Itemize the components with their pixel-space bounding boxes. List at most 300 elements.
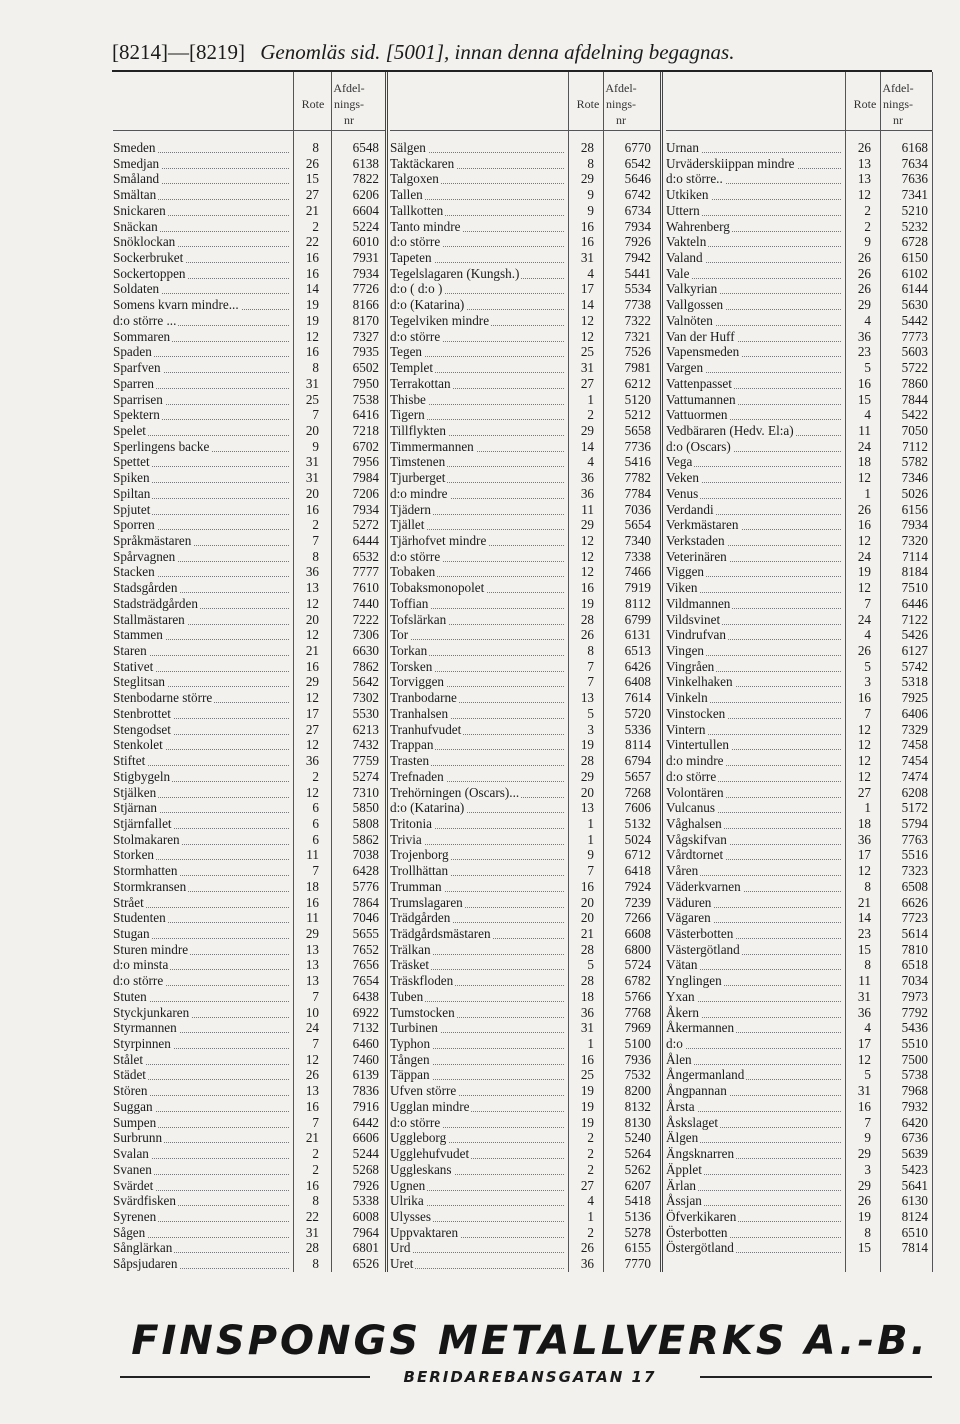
list-item	[113, 580, 383, 596]
entry-name: Torviggen	[390, 674, 445, 690]
entry-name: Vega	[666, 454, 693, 470]
entry-rote: 8	[587, 643, 594, 659]
list-item	[113, 1162, 383, 1178]
entry-rote: 19	[580, 595, 594, 611]
list-item	[666, 1193, 930, 1209]
entry-name: Spaden	[113, 344, 152, 360]
list-item	[390, 596, 658, 612]
list-item	[666, 250, 930, 266]
entry-name: Stuten	[113, 988, 147, 1004]
list-item	[390, 250, 658, 266]
entry-nr: 7432	[352, 737, 379, 753]
entry-rote: 5	[587, 957, 594, 973]
entry-name: Venus	[666, 485, 699, 501]
entry-nr: 5338	[352, 1193, 379, 1209]
entry-nr: 5264	[624, 1146, 651, 1162]
entry-rote: 12	[857, 737, 871, 753]
entry-rote: 9	[864, 1130, 871, 1146]
entry-rote: 1	[864, 485, 871, 501]
entry-name: Vägaren	[666, 910, 711, 926]
entry-name: Tjädern	[390, 501, 432, 517]
entry-rote: 31	[857, 988, 871, 1004]
entry-name: d:o större	[390, 548, 441, 564]
entry-name: Väduren	[666, 894, 712, 910]
entry-nr: 7792	[901, 1004, 928, 1020]
entry-nr: 6510	[901, 1224, 928, 1240]
entry-rote: 19	[580, 737, 594, 753]
entry-name: Stallmästaren	[113, 611, 185, 627]
entry-name: Uggleborg	[390, 1130, 447, 1146]
entry-nr: 6446	[901, 595, 928, 611]
entry-nr: 7934	[352, 501, 379, 517]
entry-name: Årsta	[666, 1098, 695, 1114]
entry-name: Tegelslagaren (Kungsh.)	[390, 265, 520, 281]
entry-nr: 7206	[352, 485, 379, 501]
entry-name: d:o större	[666, 768, 717, 784]
entry-name: Stormhatten	[113, 863, 178, 879]
list-item	[113, 957, 383, 973]
entry-rote: 26	[857, 281, 871, 297]
entry-nr: 6702	[352, 438, 379, 454]
entry-rote: 12	[857, 533, 871, 548]
entry-rote: 16	[305, 250, 319, 266]
entry-name: Tjället	[390, 517, 425, 533]
list-item	[666, 219, 930, 235]
entry-nr: 5272	[352, 517, 379, 533]
entry-name: Sockerbruket	[113, 250, 184, 266]
entry-name: Stormkransen	[113, 878, 187, 894]
entry-rote: 27	[857, 784, 871, 800]
entry-nr: 5278	[624, 1224, 651, 1240]
entry-nr: 5782	[901, 454, 928, 470]
entry-nr: 6010	[352, 234, 379, 250]
entry-name: d:o större	[390, 328, 441, 344]
list-item	[113, 1020, 383, 1036]
entry-name: Våren	[666, 863, 699, 879]
list-item	[666, 439, 930, 455]
entry-nr: 6008	[352, 1208, 379, 1224]
entry-nr: 5426	[901, 627, 928, 643]
entry-name: Vårdtornet	[666, 847, 724, 863]
entry-name: Trefnaden	[390, 768, 444, 784]
entry-nr: 7860	[901, 375, 928, 391]
entry-rote: 2	[312, 768, 319, 784]
entry-nr: 6502	[352, 360, 379, 376]
entry-rote: 12	[580, 533, 594, 548]
entry-rote: 7	[864, 595, 871, 611]
entry-rote: 13	[580, 690, 594, 706]
leader-dots	[670, 1052, 841, 1065]
entry-rote: 12	[580, 564, 594, 580]
entry-nr: 5720	[624, 705, 651, 721]
list-item	[390, 313, 658, 329]
list-item	[390, 1225, 658, 1241]
entry-nr: 7239	[624, 894, 651, 910]
entry-name: Vinkeln	[666, 690, 708, 706]
entry-rote: 26	[857, 265, 871, 281]
entry-rote: 19	[857, 564, 871, 580]
entry-name: Våghalsen	[666, 815, 722, 831]
entry-rote: 36	[305, 564, 319, 580]
entry-name: Tritonia	[390, 815, 433, 831]
list-item	[113, 376, 383, 392]
entry-rote: 26	[305, 1067, 319, 1083]
entry-nr: 6526	[352, 1256, 379, 1272]
entry-nr: 6127	[901, 643, 928, 659]
entry-nr: 5100	[624, 1036, 651, 1052]
entry-nr: 7114	[902, 548, 928, 564]
list-item	[390, 643, 658, 659]
entry-name: Vakteln	[666, 234, 707, 250]
entry-name: Styckjunkaren	[113, 1004, 190, 1020]
entry-nr: 8200	[624, 1083, 651, 1099]
entry-name: Tjurberget	[390, 470, 446, 486]
list-item	[666, 533, 930, 549]
entry-name: Öfverkikaren	[666, 1208, 737, 1224]
entry-nr: 5274	[352, 768, 379, 784]
entry-name: Torkan	[390, 643, 428, 659]
entry-nr: 7782	[624, 470, 651, 486]
entry-name: Surbrunn	[113, 1130, 163, 1146]
entry-nr: 6742	[624, 187, 651, 203]
entry-nr: 7984	[352, 470, 379, 486]
entry-rote: 29	[857, 1177, 871, 1193]
entry-rote: 12	[305, 328, 319, 344]
entry-nr: 7526	[624, 344, 651, 360]
entry-nr: 5240	[624, 1130, 651, 1146]
entry-name: Spektern	[113, 407, 160, 423]
entry-rote: 36	[305, 753, 319, 769]
entry-rote: 17	[857, 847, 871, 863]
list-item	[390, 187, 658, 203]
entry-nr: 7973	[901, 988, 928, 1004]
list-item	[390, 1067, 658, 1083]
entry-rote: 12	[857, 753, 871, 769]
entry-nr: 5132	[624, 815, 651, 831]
entry-nr: 5639	[901, 1146, 928, 1162]
list-item	[390, 580, 658, 596]
rule-col-end	[385, 72, 388, 1272]
entry-name: Vingråen	[666, 658, 715, 674]
entry-nr: 7321	[624, 328, 651, 344]
entry-rote: 7	[587, 658, 594, 674]
entry-nr: 5120	[624, 391, 651, 407]
entry-name: Sparren	[113, 375, 155, 391]
entry-nr: 7266	[624, 910, 651, 926]
entry-rote: 14	[580, 297, 594, 313]
entry-rote: 6	[312, 831, 319, 847]
entry-rote: 36	[857, 1004, 871, 1020]
list-item	[113, 674, 383, 690]
list-item	[666, 297, 930, 313]
list-item	[113, 486, 383, 502]
entry-name: Tobaksmonopolet	[390, 580, 485, 596]
entry-rote: 25	[580, 344, 594, 360]
entry-nr: 7458	[901, 737, 928, 753]
entry-nr: 6213	[352, 721, 379, 737]
entry-rote: 31	[305, 1224, 319, 1240]
entry-nr: 5024	[624, 831, 651, 847]
list-item	[113, 596, 383, 612]
entry-name: Styrpinnen	[113, 1036, 171, 1052]
entry-rote: 9	[587, 847, 594, 863]
entry-name: Templet	[390, 360, 434, 376]
entry-rote: 17	[580, 281, 594, 297]
entry-rote: 5	[587, 705, 594, 721]
entry-rote: 26	[857, 1193, 871, 1209]
list-item	[113, 1099, 383, 1115]
entry-rote: 4	[864, 407, 871, 423]
entry-name: Uret	[390, 1256, 414, 1272]
entry-nr: 7950	[352, 375, 379, 391]
entry-name: Valnöten	[666, 312, 713, 328]
entry-nr: 8132	[624, 1098, 651, 1114]
entry-name: Tillflykten	[390, 422, 446, 438]
entry-name: Trälkan	[390, 941, 431, 957]
entry-rote: 20	[305, 485, 319, 501]
entry-name: Äpplet	[666, 1161, 702, 1177]
entry-rote: 13	[305, 941, 319, 957]
entry-name: Sågen	[113, 1224, 146, 1240]
list-item	[113, 549, 383, 565]
entry-rote: 3	[587, 721, 594, 737]
entry-nr: 7460	[352, 1051, 379, 1067]
entry-name: Stenbodarne större	[113, 690, 213, 706]
entry-rote: 16	[305, 894, 319, 910]
entry-rote: 12	[580, 312, 594, 328]
entry-rote: 27	[580, 375, 594, 391]
entry-name: Svärdet	[113, 1177, 154, 1193]
entry-rote: 24	[857, 548, 871, 564]
entry-rote: 13	[580, 800, 594, 816]
entry-nr: 5630	[901, 297, 928, 313]
entry-name: Sturen mindre	[113, 941, 189, 957]
list-item	[390, 769, 658, 785]
list-item	[666, 156, 930, 172]
entry-nr: 7822	[352, 171, 379, 187]
list-item	[666, 360, 930, 376]
entry-name: d:o (Katarina)	[390, 800, 465, 816]
list-item	[666, 737, 930, 753]
entry-nr: 5026	[901, 485, 928, 501]
entry-rote: 13	[305, 580, 319, 596]
entry-rote: 26	[857, 643, 871, 659]
entry-nr: 6800	[624, 941, 651, 957]
list-item	[113, 942, 383, 958]
entry-rote: 14	[580, 438, 594, 454]
entry-nr: 5416	[624, 454, 651, 470]
entry-nr: 6608	[624, 926, 651, 941]
entry-rote: 28	[580, 973, 594, 989]
list-item	[666, 266, 930, 282]
entry-name: d:o mindre	[390, 485, 448, 501]
entry-rote: 13	[305, 957, 319, 973]
entry-nr: 6460	[352, 1036, 379, 1052]
list-item	[390, 454, 658, 470]
entry-nr: 7302	[352, 690, 379, 706]
entry-name: Sälgen	[390, 140, 426, 155]
entry-rote: 21	[305, 1130, 319, 1146]
entry-nr: 5850	[352, 800, 379, 816]
entry-name: Stengodset	[113, 721, 171, 737]
entry-rote: 7	[587, 674, 594, 690]
entry-nr: 8130	[624, 1114, 651, 1130]
list-item	[113, 832, 383, 848]
list-item	[666, 1052, 930, 1068]
entry-rote: 27	[305, 721, 319, 737]
entry-rote: 7	[587, 863, 594, 879]
entry-name: Stammen	[113, 627, 163, 643]
entry-name: Trojenborg	[390, 847, 449, 863]
entry-nr: 7222	[352, 611, 379, 627]
entry-name: Tanto mindre	[390, 218, 461, 234]
list-item	[666, 706, 930, 722]
entry-rote: 2	[312, 1161, 319, 1177]
list-item	[113, 973, 383, 989]
list-item	[113, 203, 383, 219]
list-item	[113, 769, 383, 785]
list-item	[113, 627, 383, 643]
entry-name: Tigern	[390, 407, 425, 423]
entry-name: Vildsvinet	[666, 611, 721, 627]
list-item	[390, 1130, 658, 1146]
list-item	[113, 785, 383, 801]
entry-name: Åskslaget	[666, 1114, 719, 1130]
entry-nr: 5224	[352, 218, 379, 234]
entry-rote: 36	[857, 831, 871, 847]
entry-name: d:o	[666, 1036, 683, 1052]
entry-rote: 12	[857, 187, 871, 203]
list-item	[390, 706, 658, 722]
list-item	[113, 1067, 383, 1083]
entry-name: Urd	[390, 1240, 411, 1256]
entry-nr: 7340	[624, 533, 651, 548]
entry-name: Vågskifvan	[666, 831, 727, 847]
entry-rote: 4	[864, 312, 871, 328]
list-item	[390, 266, 658, 282]
entry-name: Trädgårdsmästaren	[390, 926, 491, 941]
list-item	[666, 879, 930, 895]
entry-nr: 5641	[901, 1177, 928, 1193]
entry-nr: 5794	[901, 815, 928, 831]
footer-address: BERIDAREBANSGATAN 17	[403, 1368, 657, 1386]
list-item	[390, 1193, 658, 1209]
list-item	[113, 234, 383, 250]
entry-nr: 7925	[901, 690, 928, 706]
entry-nr: 5742	[901, 658, 928, 674]
entry-name: Trehörningen (Oscars)...	[390, 784, 520, 800]
entry-nr: 7034	[901, 973, 928, 989]
list-item	[666, 187, 930, 203]
entry-nr: 6156	[901, 501, 928, 517]
list-item	[113, 281, 383, 297]
entry-rote: 24	[857, 438, 871, 454]
entry-nr: 7969	[624, 1020, 651, 1036]
entry-rote: 8	[312, 360, 319, 376]
entry-nr: 6212	[624, 375, 651, 391]
list-item	[390, 957, 658, 973]
list-item	[666, 1162, 930, 1178]
entry-name: Van der Huff	[666, 328, 735, 344]
entry-name: Ulysses	[390, 1208, 432, 1224]
entry-name: Tegen	[390, 344, 423, 360]
entry-name: Vildmannen	[666, 595, 731, 611]
entry-nr: 5510	[901, 1036, 928, 1052]
entry-name: Stjärnan	[113, 800, 157, 816]
entry-nr: 6736	[901, 1130, 928, 1146]
entry-nr: 6794	[624, 753, 651, 769]
list-item	[666, 643, 930, 659]
entry-nr: 7323	[901, 863, 928, 879]
entry-nr: 5262	[624, 1161, 651, 1177]
entry-rote: 15	[857, 1240, 871, 1256]
entry-name: Stigbygeln	[113, 768, 171, 784]
entry-rote: 12	[580, 328, 594, 344]
list-item	[390, 1083, 658, 1099]
entry-nr: 6144	[901, 281, 928, 297]
list-item	[666, 281, 930, 297]
entry-name: Torsken	[390, 658, 433, 674]
entry-name: d:o större	[390, 1114, 441, 1130]
entry-name: Stålet	[113, 1051, 144, 1067]
entry-name: Vingen	[666, 643, 705, 659]
list-item	[666, 171, 930, 187]
entry-rote: 16	[305, 501, 319, 517]
entry-rote: 28	[580, 941, 594, 957]
list-item	[390, 502, 658, 518]
list-item	[666, 973, 930, 989]
entry-rote: 1	[587, 1208, 594, 1224]
list-item	[390, 863, 658, 879]
entry-nr: 7636	[901, 171, 928, 187]
entry-name: Somens kvarn mindre...	[113, 297, 239, 313]
entry-nr: 7038	[352, 847, 379, 863]
list-item	[390, 407, 658, 423]
entry-rote: 17	[305, 705, 319, 721]
list-item	[390, 612, 658, 628]
list-item	[390, 486, 658, 502]
list-item	[113, 564, 383, 580]
list-item	[666, 517, 930, 533]
entry-nr: 7844	[901, 391, 928, 407]
entry-rote: 16	[857, 517, 871, 533]
list-item	[666, 612, 930, 628]
entry-nr: 7814	[901, 1240, 928, 1256]
entry-rote: 2	[312, 218, 319, 234]
entry-name: Stugan	[113, 926, 150, 941]
entry-nr: 5442	[901, 312, 928, 328]
list-item	[666, 832, 930, 848]
entry-name: Vulcanus	[666, 800, 716, 816]
list-item	[113, 502, 383, 518]
list-item	[113, 470, 383, 486]
list-item	[113, 360, 383, 376]
list-item	[390, 1178, 658, 1194]
header-nings: nings-	[883, 97, 913, 111]
entry-rote: 11	[306, 910, 319, 926]
entry-name: Tor	[390, 627, 409, 643]
entry-nr: 5808	[352, 815, 379, 831]
list-item	[666, 203, 930, 219]
entry-name: Åssjan	[666, 1193, 702, 1209]
entry-name: Volontären	[666, 784, 724, 800]
footer-company: FINSPONGS METALLVERKS A.-B.	[131, 1318, 929, 1364]
list-item	[666, 989, 930, 1005]
list-item	[666, 1036, 930, 1052]
entry-name: Trumman	[390, 878, 442, 894]
entry-name: Vattenpasset	[666, 375, 732, 391]
entry-name: Trasten	[390, 753, 430, 769]
